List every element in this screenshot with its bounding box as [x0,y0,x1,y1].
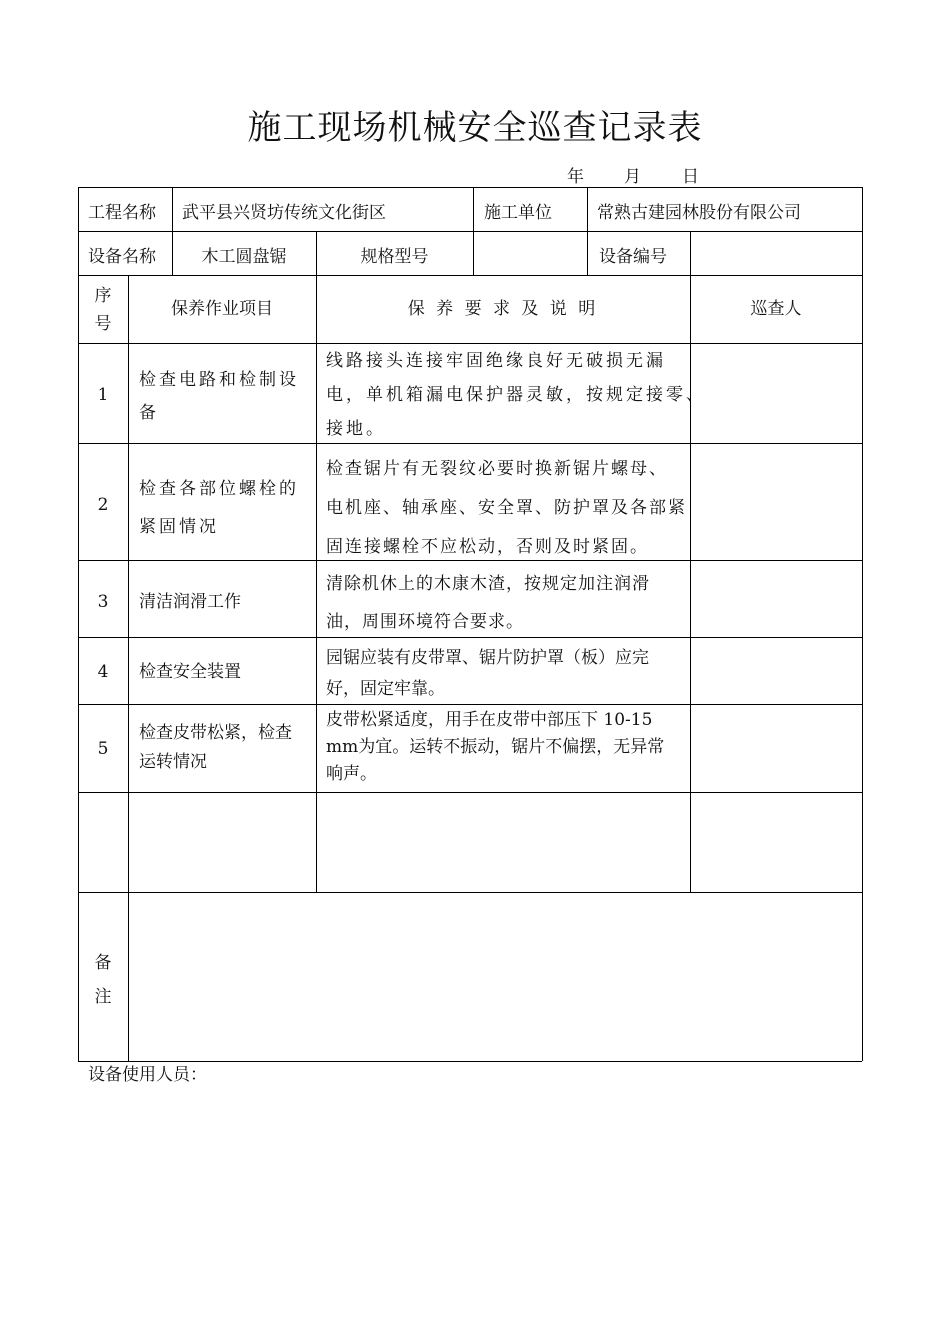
row-3-no: 3 [97,592,109,612]
row-2-no: 2 [97,495,109,515]
equipment-serial-label: 设备编号 [599,247,667,267]
row-4-no: 4 [97,662,109,682]
date-day: 日 [682,167,699,187]
row-2-item: 检查各部位螺栓的 紧固情况 [139,479,299,537]
row-4-requirements: 园锯应装有皮带罩、锯片防护罩（板）应完 好，固定牢靠。 [326,648,649,699]
row-3-requirements: 清除机休上的木康木渣，按规定加注润滑 油，周围环境符合要求。 [326,574,650,632]
date-month: 月 [624,167,641,187]
row-4-item: 检查安全装置 [139,662,241,682]
row-1-requirements: 线路接头连接牢固绝缘良好无破损无漏 电，单机箱漏电保护器灵敏，按规定接零、 接地。 [326,351,706,439]
equipment-name-label: 设备名称 [88,247,156,267]
project-name-label: 工程名称 [88,203,156,223]
spec-model-label: 规格型号 [360,247,429,267]
row-2-requirements: 检查锯片有无裂纹必要时换新锯片螺母、 电机座、轴承座、安全罩、防护罩及各部紧 固连接螺栓不应松动，否则及时紧固。 [326,459,687,557]
date-year: 年 [567,167,584,187]
row-3-item: 清洁润滑工作 [139,592,241,612]
header-requirements: 保 养 要 求 及 说 明 [407,299,599,319]
remarks-label: 备 注 [94,953,112,1007]
page-title: 施工现场机械安全巡查记录表 [247,108,703,148]
row-1-item: 检查电路和检制设 备 [139,370,299,423]
header-maintenance-item: 保养作业项目 [171,299,273,319]
equipment-operator-label: 设备使用人员： [88,1065,207,1085]
project-name-value: 武平县兴贤坊传统文化街区 [182,203,386,223]
row-1-no: 1 [97,385,109,405]
header-inspector: 巡查人 [750,299,802,319]
construction-unit-value: 常熟古建园林股份有限公司 [597,203,801,223]
row-5-no: 5 [97,739,109,759]
header-no: 序 号 [94,286,112,334]
construction-unit-label: 施工单位 [484,203,552,223]
equipment-name-value: 木工圆盘锯 [201,247,287,267]
row-5-item: 检查皮带松紧，检查 运转情况 [139,723,292,772]
row-5-requirements: 皮带松紧适度，用手在皮带中部压下 10-15 mm为宜。运转不振动，锯片不偏摆，无异常 响声。 [326,710,665,784]
